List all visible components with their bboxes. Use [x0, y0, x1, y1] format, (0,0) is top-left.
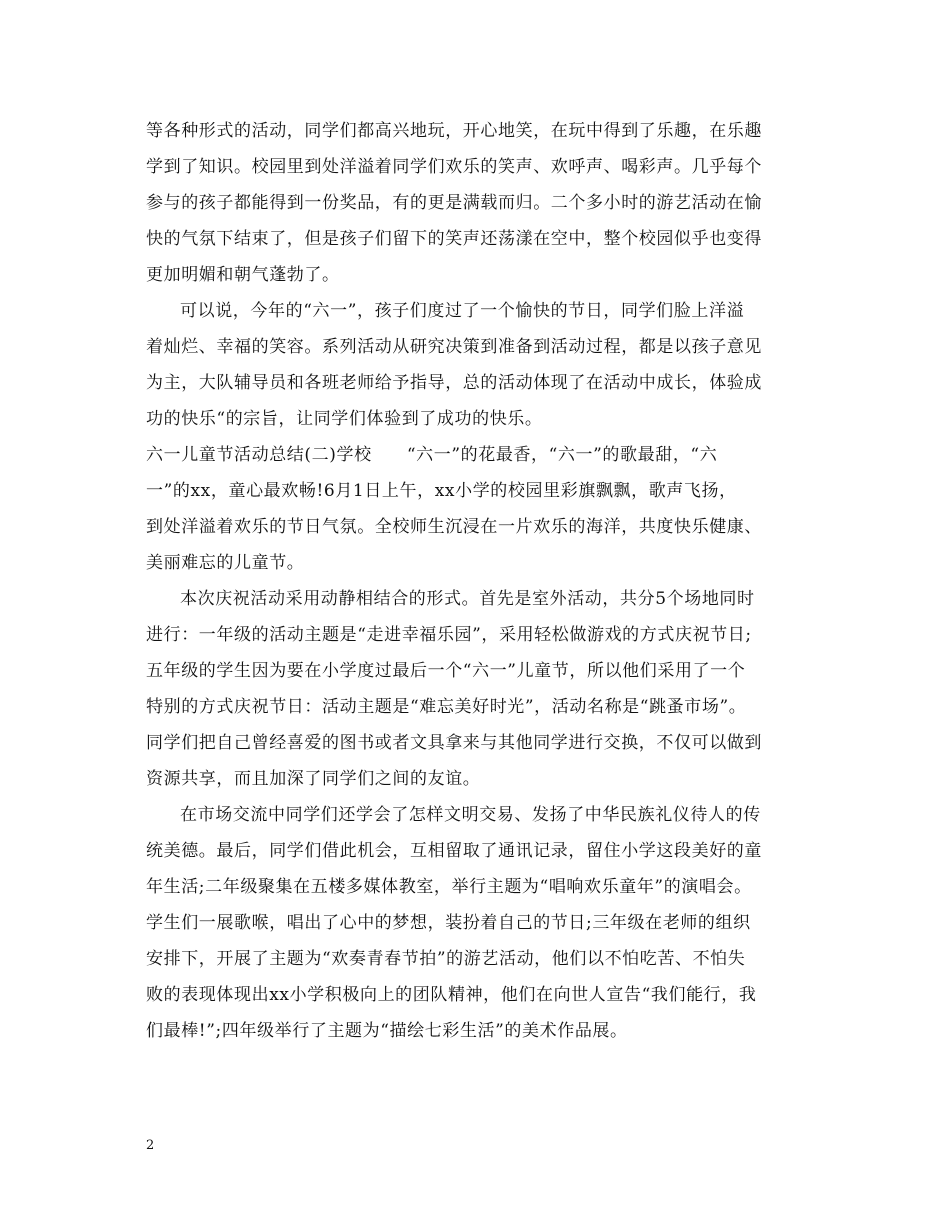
text-line: 着灿烂、幸福的笑容。系列活动从研究决策到准备到活动过程，都是以孩子意见	[146, 337, 762, 357]
text-line: 统美德。最后，同学们借此机会，互相留取了通讯记录，留住小学这段美好的童	[146, 841, 762, 861]
text-line: 快的气氛下结束了，但是孩子们留下的笑声还荡漾在空中，整个校园似乎也变得	[146, 229, 762, 249]
text-line: 等各种形式的活动，同学们都高兴地玩，开心地笑，在玩中得到了乐趣，在乐趣	[146, 121, 762, 141]
text-line: 安排下，开展了主题为“欢奏青春节拍”的游艺活动，他们以不怕吃苦、不怕失	[146, 949, 746, 969]
text-line: 一”的xx，童心最欢畅!6月1日上午，xx小学的校园里彩旗飘飘，歌声飞扬，	[146, 481, 737, 501]
text-line: 同学们把自己曾经喜爱的图书或者文具拿来与其他同学进行交换，不仅可以做到	[146, 733, 762, 753]
text-line: 学到了知识。校园里到处洋溢着同学们欢乐的笑声、欢呼声、喝彩声。几乎每个	[146, 157, 762, 177]
text-line: 年生活;二年级聚集在五楼多媒体教室，举行主题为“唱响欢乐童年”的演唱会。	[146, 877, 752, 897]
text-line: 特别的方式庆祝节日：活动主题是“难忘美好时光”，活动名称是“跳蚤市场”。	[146, 697, 747, 717]
text-line: 功的快乐“的宗旨，让同学们体验到了成功的快乐。	[146, 409, 543, 429]
page-number: 2	[146, 1138, 155, 1153]
text-line: 五年级的学生因为要在小学度过最后一个“六一”儿童节，所以他们采用了一个	[146, 661, 746, 681]
section-heading-line: 六一儿童节活动总结(二)学校 “六一”的花最香，“六一”的歌最甜，“六	[146, 445, 718, 465]
text-line: 资源共享，而且加深了同学们之间的友谊。	[146, 769, 481, 789]
text-line: 美丽难忘的儿童节。	[146, 553, 305, 573]
text-line: 学生们一展歌喉，唱出了心中的梦想，装扮着自己的节日;三年级在老师的组织	[146, 913, 751, 933]
text-line: 本次庆祝活动采用动静相结合的形式。首先是室外活动，共分5个场地同时	[180, 589, 755, 609]
text-line: 们最棒!”;四年级举行了主题为“描绘七彩生活”的美术作品展。	[146, 1021, 628, 1041]
text-line: 败的表现体现出xx小学积极向上的团队精神，他们在向世人宣告“我们能行，我	[146, 985, 757, 1005]
text-line: 到处洋溢着欢乐的节日气氛。全校师生沉浸在一片欢乐的海洋，共度快乐健康、	[146, 517, 762, 537]
text-line: 可以说，今年的“六一”，孩子们度过了一个愉快的节日，同学们脸上洋溢	[180, 301, 745, 321]
text-line: 在市场交流中同学们还学会了怎样文明交易、发扬了中华民族礼仪待人的传	[180, 805, 761, 825]
text-line: 更加明媚和朝气蓬勃了。	[146, 265, 340, 285]
text-line: 参与的孩子都能得到一份奖品，有的更是满载而归。二个多小时的游艺活动在愉	[146, 193, 762, 213]
text-line: 为主，大队辅导员和各班老师给予指导，总的活动体现了在活动中成长，体验成	[146, 373, 762, 393]
text-line: 进行：一年级的活动主题是“走进幸福乐园”，采用轻松做游戏的方式庆祝节日;	[146, 625, 752, 645]
